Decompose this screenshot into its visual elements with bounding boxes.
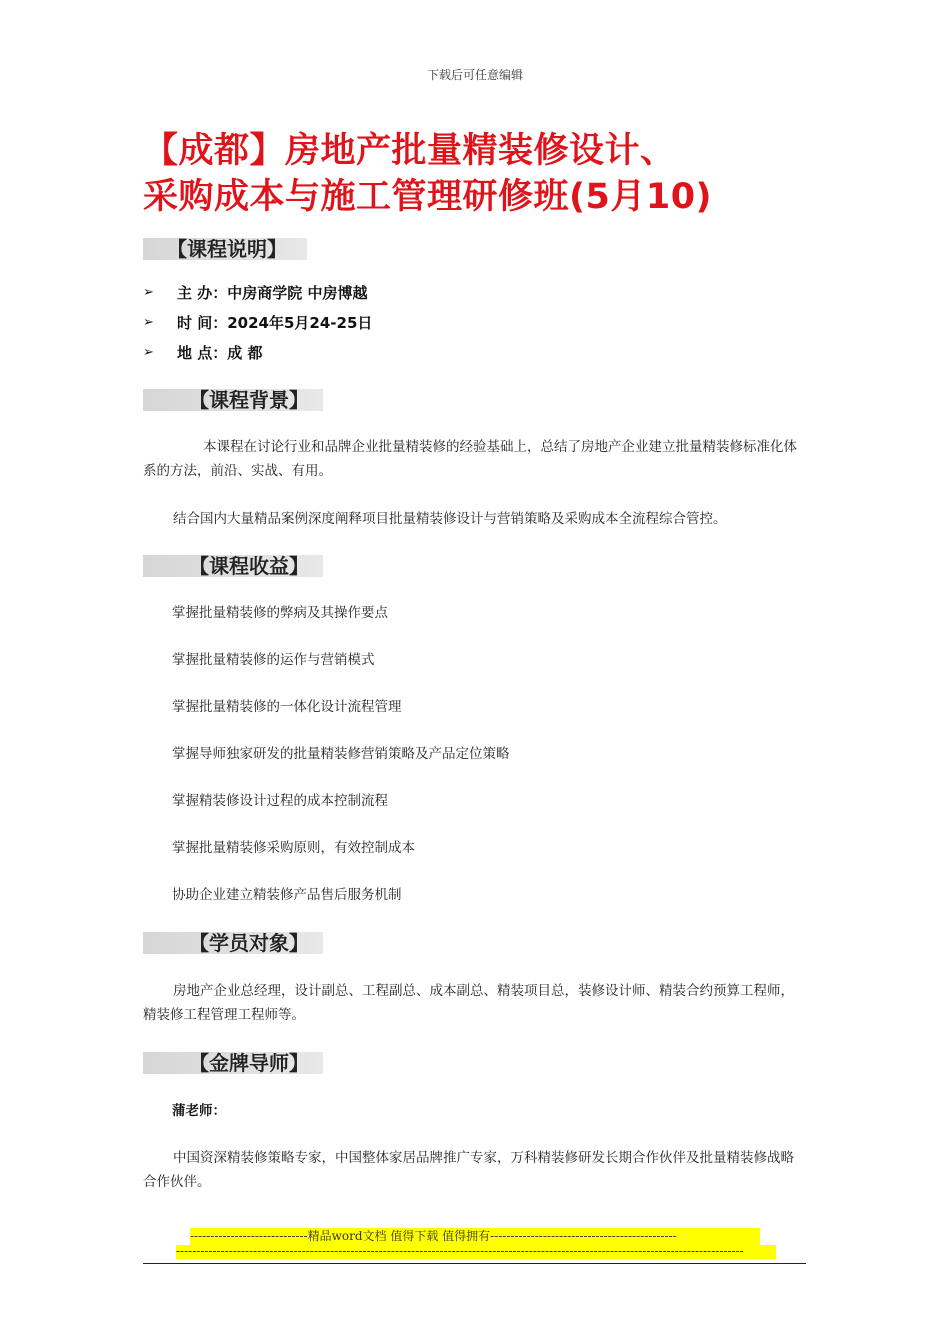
section-heading-teacher [143, 1052, 323, 1074]
section-heading-teacher-label: 【金牌导师】 [189, 1051, 309, 1075]
section-heading-background [143, 389, 323, 411]
document-title [143, 128, 823, 220]
section-heading-benefits-label: 【课程收益】 [189, 554, 309, 578]
title-line-1: 【成都】房地产批量精装修设计、 [143, 131, 676, 171]
section-heading-intro-label: 【课程说明】 [167, 237, 287, 261]
list-item: 掌握批量精装修的运作与营销模式 [172, 652, 375, 668]
arrow-bullet-icon: ➢ [143, 345, 154, 360]
info-item-organizer [143, 282, 372, 312]
footer-banner-line-1: -----------------------------精品word文档 值得下载 值得拥有---------------------------------------------- [190, 1228, 760, 1245]
background-paragraph-1: 本课程在讨论行业和品牌企业批量精装修的经验基础上，总结了房地产企业建立批量精装修标准化体系的方法，前沿、实战、有用。 [143, 439, 797, 479]
info-item-text: 主 办：中房商学院 中房博越 [177, 284, 368, 302]
info-item-text: 地 点：成 都 [177, 344, 263, 362]
section-heading-audience [143, 932, 323, 954]
arrow-bullet-icon: ➢ [143, 285, 154, 300]
list-item: 掌握批量精装修采购原则，有效控制成本 [172, 840, 415, 856]
footer-divider [143, 1263, 806, 1264]
list-item: 掌握精装修设计过程的成本控制流程 [172, 793, 388, 809]
info-item-text: 时 间：2024年5月24-25日 [177, 314, 373, 332]
list-item: 协助企业建立精装修产品售后服务机制 [172, 887, 402, 903]
info-item-time [143, 312, 372, 342]
arrow-bullet-icon: ➢ [143, 315, 154, 330]
section-heading-intro [143, 238, 307, 260]
list-item: 掌握批量精装修的弊病及其操作要点 [172, 605, 388, 621]
info-list [143, 282, 372, 372]
title-line-2: 采购成本与施工管理研修班(5月10) [143, 177, 713, 217]
section-heading-benefits [143, 555, 323, 577]
section-heading-audience-label: 【学员对象】 [189, 931, 309, 955]
list-item: 掌握批量精装修的一体化设计流程管理 [172, 699, 402, 715]
teacher-paragraph: 中国资深精装修策略专家，中国整体家居品牌推广专家，万科精装修研发长期合作伙伴及批量精装修战略合作伙伴。 [143, 1150, 794, 1190]
list-item: 掌握导师独家研发的批量精装修营销策略及产品定位策略 [172, 746, 510, 762]
teacher-name: 蒲老师： [172, 1103, 226, 1119]
header-note: 下载后可任意编辑 [426, 68, 523, 82]
background-paragraph-2: 结合国内大量精品案例深度阐释项目批量精装修设计与营销策略及采购成本全流程综合管控。 [173, 511, 727, 527]
benefit-list [172, 601, 510, 930]
audience-paragraph: 房地产企业总经理，设计副总、工程副总、成本副总、精装项目总，装修设计师、精装合约预算工程师，精装修工程管理工程师等。 [143, 983, 794, 1023]
info-item-location [143, 342, 372, 372]
section-heading-background-label: 【课程背景】 [189, 388, 309, 412]
footer-banner-line-2: -------------------------------------------------------------------------------------------------------------------------------------------- [176, 1245, 776, 1259]
